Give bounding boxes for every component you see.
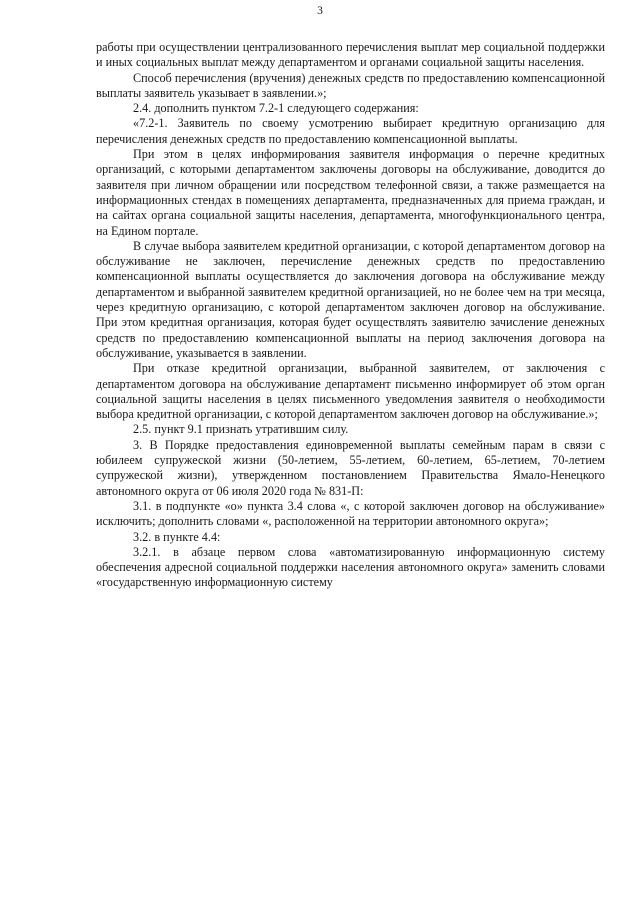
paragraph-item-2-5: 2.5. пункт 9.1 признать утратившим силу. (133, 422, 349, 437)
paragraph: В случае выбора заявителем кредитной организации, с которой департаментом договор на обслуживание не заключен, перечисление денежных средств по предоставлению компенсационной выплаты осуществляется до заключения договора на обслуживание между департаментом и выбранной заявителем кредитной организацией, но не более чем на три месяца, через кредитную организацию, с которой департаментом заключен договор на обслуживание. При этом кредитная организация, которая будет осуществлять заявителю зачисление денежных средств по предоставлению компенсационной выплаты на период заключения договора на обслуживание, указывается в заявлении. (96, 238, 605, 360)
document-body (96, 40, 605, 591)
paragraph-item-3: 3. В Порядке предоставления единовременной выплаты семейным парам в связи с юбилеем супружеской жизни (50-летием, 55-летием, 60-летием, 65-летием, 70-летием супружеской жизни), утвержденном постановлением Правительства Ямало-Ненецкого автономного округа от 06 июля 2020 года № 831-П: (96, 437, 605, 498)
paragraph: При отказе кредитной организации, выбранной заявителем, от заключения с департаментом договора на обслуживание департамент письменно информирует об этом орган социальной защиты населения в целях письменного уведомления заявителя о необходимости выбора кредитной организации, с которой департаментом заключен договор на обслуживание.»; (96, 361, 605, 422)
paragraph-item-3-2-1: 3.2.1. в абзаце первом слова «автоматизированную информационную систему обеспечения адресной социальной поддержки населения автономного округа» заменить словами «государственную информационную систему (96, 544, 605, 590)
paragraph: «7.2-1. Заявитель по своему усмотрению выбирает кредитную организацию для перечисления денежных средств по предоставлению компенсационной выплаты. (96, 116, 605, 146)
paragraph-item-3-1: 3.1. в подпункте «о» пункта 3.4 слова «, с которой заключен договор на обслуживание» исключить; дополнить словами «, расположенной на территории автономного округа»; (96, 498, 605, 529)
page-number: 3 (317, 5, 323, 17)
paragraph-item-3-2: 3.2. в пункте 4.4: (133, 529, 221, 544)
paragraph: При этом в целях информирования заявителя информация о перечне кредитных организаций, с которыми департаментом заключены договоры на обслуживание, доводится до заявителя при личном обращении или посредством телефонной связи, а также размещается на информационных стендах в помещениях департамента, предназначенных для приема граждан, и на сайтах органа социальной защиты населения, департамента, многофункционального центра, на Едином портале. (96, 147, 605, 238)
paragraph-item-2-4: 2.4. дополнить пунктом 7.2-1 следующего содержания: (133, 101, 419, 116)
paragraph-continuation: работы при осуществлении централизованного перечисления выплат мер социальной поддержки и иных социальных выплат между департаментом и органами социальной защиты населения. (96, 40, 605, 70)
paragraph: Способ перечисления (вручения) денежных средств по предоставлению компенсационной выплаты заявитель указывает в заявлении.»; (96, 70, 605, 100)
